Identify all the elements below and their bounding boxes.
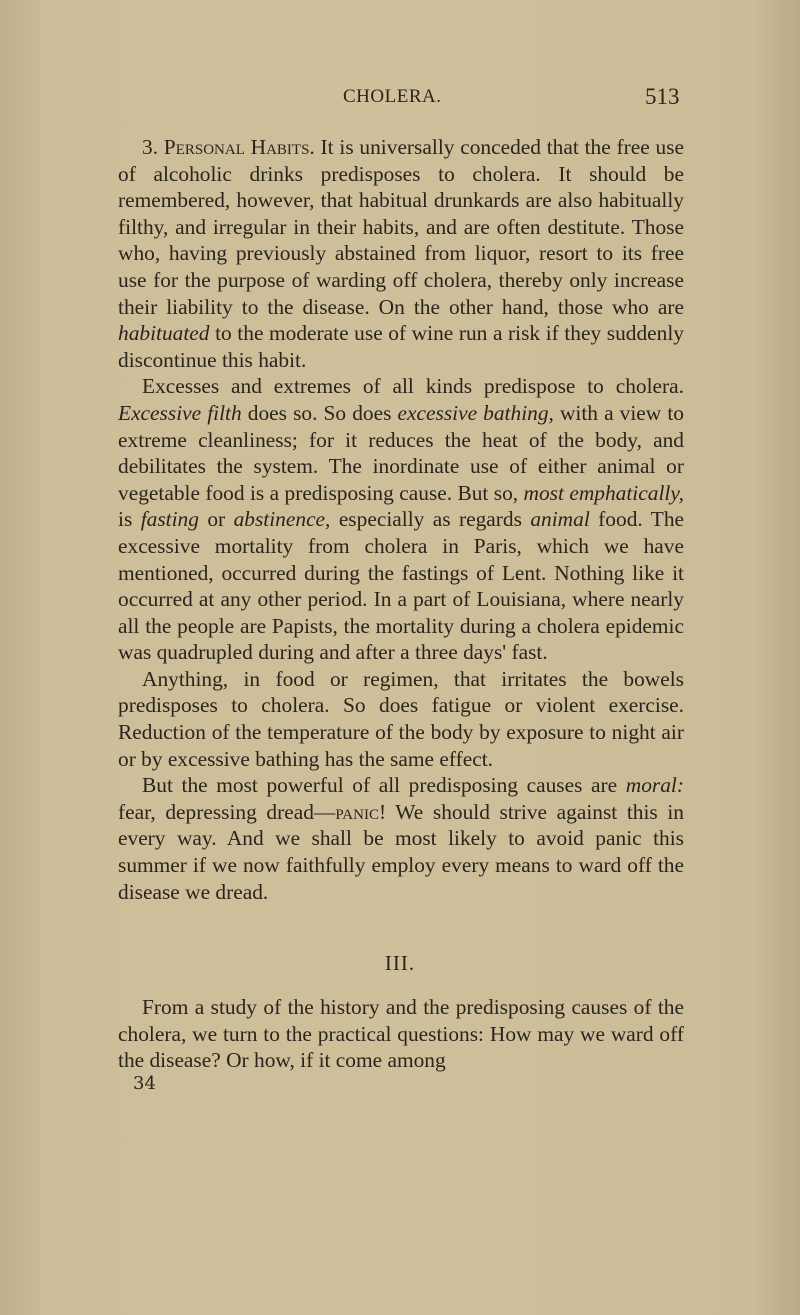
section-iii-text xyxy=(118,994,684,1074)
signature-mark: 34 xyxy=(133,1073,156,1094)
running-title: CHOLERA. xyxy=(343,86,442,107)
paragraph-irritants: Anything, in food or regimen, that irritates the bowels predisposes to cholera. So does fatigue or violent exercise. Reduction of the temperature of the body by exposure to night air or by excessive bathing has the same effect. xyxy=(118,666,684,771)
section-number: III. xyxy=(384,951,416,975)
paragraph-practical-questions: From a study of the history and the predisposing causes of the cholera, we turn to the practical questions: How may we ward off the disease? Or how, if it come among xyxy=(118,995,684,1073)
paragraph-excesses: Excesses and extremes of all kinds predispose to cholera. Excessive filth does so. So does excessive bathing, with a view to extreme cleanliness; for it reduces the heat of the body, and debilitates the system. The inordinate use of either animal or vegetable food is a predisposing cause. But so, most emphatically, is fasting or abstinence, especially as regards animal food. The excessive mortality from cholera in Paris, which we have mentioned, occurred during the fastings of Lent. Nothing like it occurred at any other period. In a part of Louisiana, where nearly all the people are Papists, the mortality during a cholera epidemic was quadrupled during and after a three days' fast. xyxy=(118,374,685,665)
running-head xyxy=(0,84,800,114)
paragraph-personal-habits: 3. Personal Habits. It is universally conceded that the free use of alcoholic drinks predisposes to cholera. It should be remembered, however, that habitual drunkards are also habitually filthy, and irregular in their habits, and are often destitute. Those who, having previously abstained from liquor, resort to its free use for the purpose of warding off cholera, thereby only increase their liability to the disease. On the other hand, those who are habituated to the moderate use of wine run a risk if they suddenly discontinue this habit. xyxy=(118,135,684,372)
section-heading: 3. Personal Habits. xyxy=(142,135,315,159)
paragraph-moral-causes: But the most powerful of all predisposing causes are moral: fear, depressing dread—panic! We should strive against this in every way. And we shall be most likely to avoid panic this summer if we now faithfully employ every means to ward off the disease we dread. xyxy=(118,773,684,904)
page-number: 513 xyxy=(645,84,680,109)
section-3-text xyxy=(118,134,684,905)
